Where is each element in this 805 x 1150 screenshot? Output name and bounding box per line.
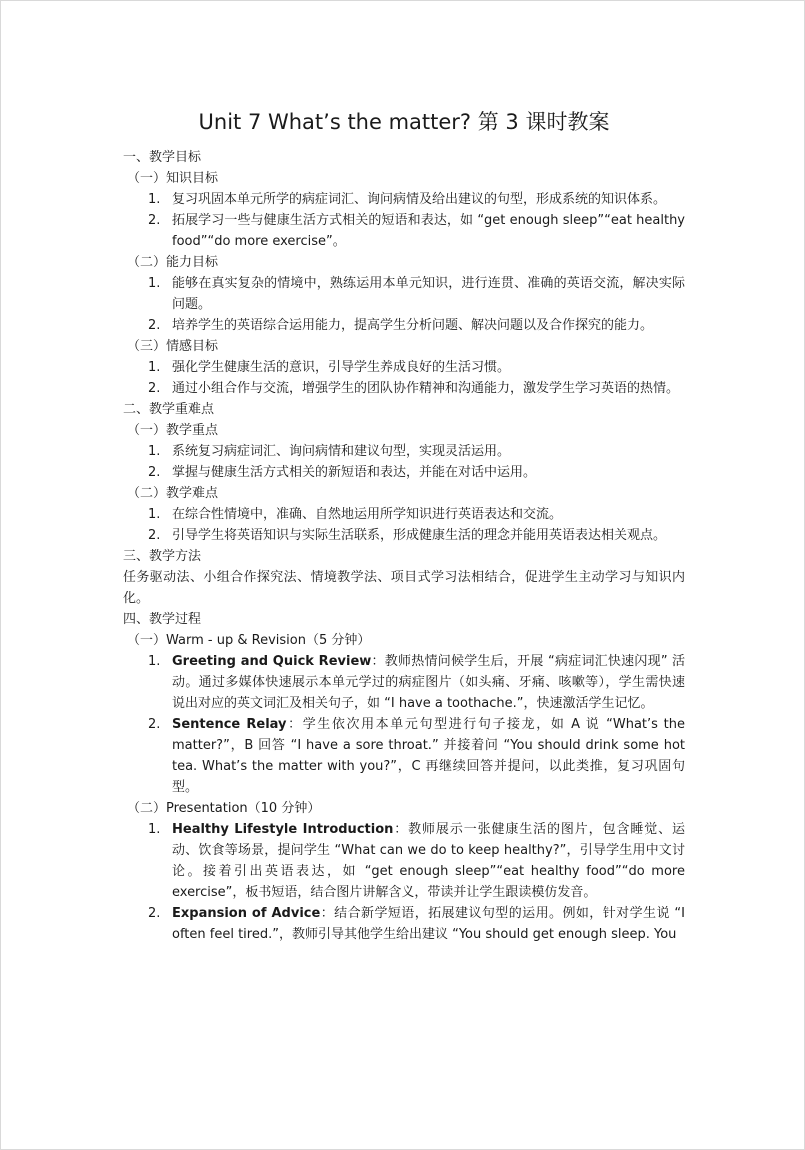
list-item — [123, 525, 685, 546]
list-number: 1. — [148, 192, 161, 207]
list-item-bold-title: Expansion of Advice — [172, 906, 321, 921]
numbered-list — [123, 357, 685, 399]
list-item-bold-title: Greeting and Quick Review — [172, 654, 372, 669]
numbered-list — [123, 189, 685, 252]
numbered-list — [123, 441, 685, 483]
list-number: 2. — [148, 465, 161, 480]
list-item-text: ：学生依次用本单元句型进行句子接龙，如 A 说 “What’s the matter?”，B 回答 “I have a sore throat.” 并接着问 “You should drink some hot tea. What’s the matter with you?”，C 再继续回答并提问，以此类推，复习巩固句型。 — [172, 717, 685, 795]
list-item — [123, 273, 685, 315]
list-item — [123, 651, 685, 714]
list-item-text: 能够在真实复杂的情境中，熟练运用本单元知识，进行连贯、准确的英语交流，解决实际问题。 — [172, 276, 685, 312]
subsection-heading: （二）Presentation（10 分钟） — [127, 801, 321, 816]
list-number: 1. — [148, 276, 161, 291]
list-item-text: 系统复习病症词汇、询问病情和建议句型，实现灵活运用。 — [172, 444, 511, 459]
list-number: 1. — [148, 444, 161, 459]
list-number: 1. — [148, 507, 161, 522]
list-number: 1. — [148, 822, 161, 837]
section-heading: 二、教学重难点 — [123, 402, 215, 417]
list-item-text: 培养学生的英语综合运用能力，提高学生分析问题、解决问题以及合作探究的能力。 — [172, 318, 654, 333]
list-item-text: ：教师热情问候学生后，开展 “病症词汇快速闪现” 活动。通过多媒体快速展示本单元学过的病症图片（如头痛、牙痛、咳嗽等），学生需快速说出对应的英文词汇及相关句子，如 “I have a toothache.”，快速激活学生记忆。 — [172, 654, 685, 711]
list-item-text: 引导学生将英语知识与实际生活联系，形成健康生活的理念并能用英语表达相关观点。 — [172, 528, 667, 543]
list-item-text: ：结合新学短语，拓展建议句型的运用。例如，针对学生说 “I often feel tired.”，教师引导其他学生给出建议 “You should get enough sleep. You — [172, 906, 686, 942]
numbered-list — [123, 819, 685, 945]
subsection-heading: （二）能力目标 — [127, 255, 219, 270]
list-item — [123, 357, 685, 378]
numbered-list — [123, 504, 685, 546]
list-item — [123, 714, 685, 798]
list-number: 2. — [148, 906, 161, 921]
list-item-text: 强化学生健康生活的意识，引导学生养成良好的生活习惯。 — [172, 360, 511, 375]
list-item-text: ：教师展示一张健康生活的图片，包含睡觉、运动、饮食等场景，提问学生 “What can we do to keep healthy?”，引导学生用中文讨论。接着引出英语表达，如 “get enough sleep”“eat healthy food”“do more exercise”，板书短语，结合图片讲解含义，带读并让学生跟读模仿发音。 — [172, 822, 685, 900]
document-content — [123, 107, 685, 945]
list-number: 2. — [148, 381, 161, 396]
list-item-bold-title: Sentence Relay — [172, 717, 287, 732]
list-number: 2. — [148, 318, 161, 333]
subsection-heading: （三）情感目标 — [127, 339, 219, 354]
document-title: Unit 7 What’s the matter? 第 3 课时教案 — [198, 110, 610, 134]
list-item-text: 掌握与健康生活方式相关的新短语和表达，并能在对话中运用。 — [172, 465, 537, 480]
list-item-text: 拓展学习一些与健康生活方式相关的短语和表达，如 “get enough sleep”“eat healthy food”“do more exercise”。 — [172, 213, 685, 249]
list-item — [123, 903, 685, 945]
list-item-text: 通过小组合作与交流，增强学生的团队协作精神和沟通能力，激发学生学习英语的热情。 — [172, 381, 680, 396]
section-heading: 一、教学目标 — [123, 150, 202, 165]
list-number: 2. — [148, 717, 161, 732]
list-number: 1. — [148, 654, 161, 669]
numbered-list — [123, 651, 685, 798]
list-item — [123, 315, 685, 336]
list-number: 2. — [148, 528, 161, 543]
list-item — [123, 189, 685, 210]
subsection-heading: （一）知识目标 — [127, 171, 219, 186]
list-item — [123, 504, 685, 525]
numbered-list — [123, 273, 685, 336]
list-item — [123, 378, 685, 399]
subsection-heading: （一）教学重点 — [127, 423, 219, 438]
list-item-text: 在综合性情境中，准确、自然地运用所学知识进行英语表达和交流。 — [172, 507, 563, 522]
paragraph: 任务驱动法、小组合作探究法、情境教学法、项目式学习法相结合，促进学生主动学习与知识内化。 — [123, 570, 685, 606]
list-item-text: 复习巩固本单元所学的病症词汇、询问病情及给出建议的句型，形成系统的知识体系。 — [172, 192, 667, 207]
subsection-heading: （一）Warm - up & Revision（5 分钟） — [127, 633, 371, 648]
section-heading: 四、教学过程 — [123, 612, 202, 627]
list-item — [123, 819, 685, 903]
list-item-bold-title: Healthy Lifestyle Introduction — [172, 822, 394, 837]
section-heading: 三、教学方法 — [123, 549, 202, 564]
list-item — [123, 210, 685, 252]
list-item — [123, 462, 685, 483]
list-number: 2. — [148, 213, 161, 228]
list-number: 1. — [148, 360, 161, 375]
list-item — [123, 441, 685, 462]
subsection-heading: （二）教学难点 — [127, 486, 219, 501]
